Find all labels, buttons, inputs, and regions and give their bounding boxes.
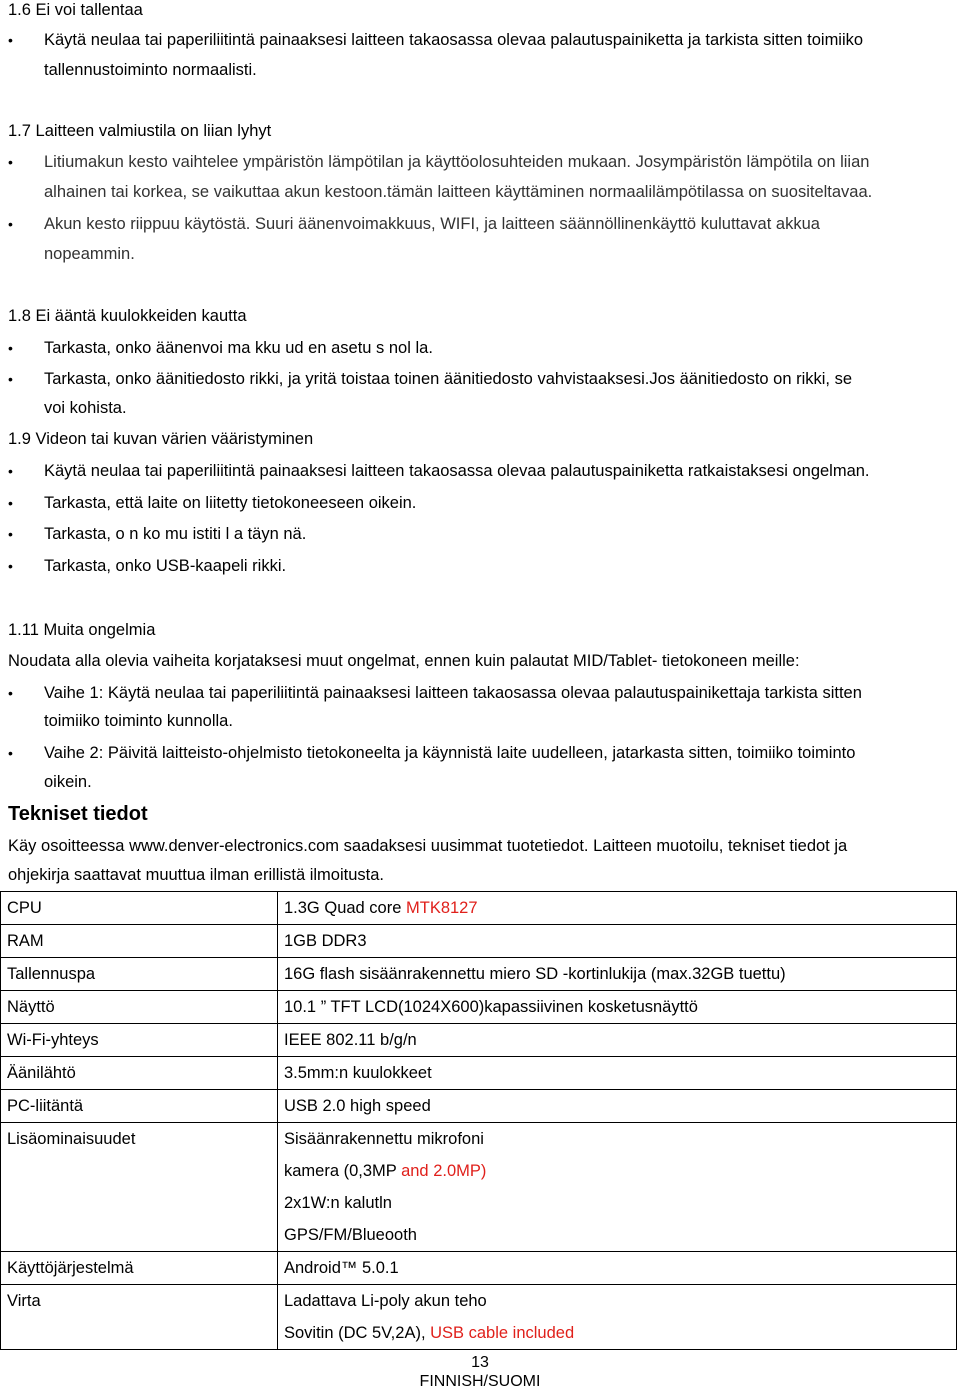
paragraph-line: Käy osoitteessa www.denver-electronics.com saadaksesi uusimmat tuotetiedot. Laitteen muotoilu, tekniset tiedot ja [8, 837, 848, 855]
spec-value-highlight: MTK8127 [406, 899, 478, 917]
spec-table [0, 891, 957, 1350]
spec-value: 10.1 ” TFT LCD(1024X600)kapassiivinen kosketusnäyttö [278, 991, 957, 1024]
spec-value [278, 1123, 957, 1252]
spec-key: RAM [1, 925, 278, 958]
table-row [1, 1024, 957, 1057]
table-row [1, 892, 957, 925]
bullet-icon: • [8, 685, 13, 701]
paragraph-line: nopeammin. [44, 245, 135, 263]
paragraph-line: oikein. [44, 773, 92, 791]
section-heading-1-7: 1.7 Laitteen valmiustila on liian lyhyt [8, 122, 272, 140]
tech-heading: Tekniset tiedot [8, 803, 148, 825]
spec-key: Tallennuspa [1, 958, 278, 991]
paragraph-line: alhainen tai korkea, se vaikuttaa akun kestoon.tämän laitteen käyttäminen normaalilämpötilassa on suositeltavaa. [44, 183, 873, 201]
paragraph-line: Litiumakun kesto vaihtelee ympäristön lämpötilan ja käyttöolosuhteiden mukaan. Josympäristön lämpötila on liian [44, 153, 870, 171]
paragraph-line: voi kohista. [44, 399, 127, 417]
table-row [1, 1123, 957, 1252]
bullet-icon: • [8, 526, 13, 542]
spec-key: PC-liitäntä [1, 1090, 278, 1123]
paragraph-line: Tarkasta, o n ko mu istiti l a täyn nä. [44, 525, 307, 543]
spec-value [278, 892, 957, 925]
bullet-icon: • [8, 340, 13, 356]
spec-value-line: Ladattava Li-poly akun teho [284, 1292, 487, 1310]
paragraph-line: Tarkasta, onko äänenvoi ma kku ud en asetu s nol la. [44, 339, 433, 357]
spec-key: Lisäominaisuudet [1, 1123, 278, 1252]
paragraph-line: Noudata alla olevia vaiheita korjataksesi muut ongelmat, ennen kuin palautat MID/Tablet- tietokoneen meille: [8, 652, 800, 670]
footer-language: FINNISH/SUOMI [419, 1373, 541, 1390]
paragraph-line: Tarkasta, onko äänitiedosto rikki, ja yritä toistaa toinen äänitiedosto vahvistaaksesi.Jos äänitiedosto on rikki, se [44, 370, 853, 388]
bullet-icon: • [8, 745, 13, 761]
paragraph-line: tallennustoiminto normaalisti. [44, 61, 257, 79]
bullet-icon: • [8, 495, 13, 511]
spec-key: Näyttö [1, 991, 278, 1024]
table-row [1, 925, 957, 958]
bullet-icon: • [8, 154, 13, 170]
paragraph-line: Käytä neulaa tai paperiliitintä painaaksesi laitteen takaosassa olevaa palautuspainiketta ratkaistaksesi ongelman. [44, 462, 870, 480]
paragraph-line: Vaihe 1: Käytä neulaa tai paperiliitintä painaaksesi laitteen takaosassa olevaa palautuspainikettaja tarkista sitten [44, 684, 862, 702]
table-row [1, 1090, 957, 1123]
spec-value-line [284, 1155, 950, 1187]
spec-key: Äänilähtö [1, 1057, 278, 1090]
spec-value: 16G flash sisäänrakennettu miero SD -kortinlukija (max.32GB tuettu) [278, 958, 957, 991]
spec-value: Android™ 5.0.1 [278, 1252, 957, 1285]
spec-value-line: Sisäänrakennettu mikrofoni [284, 1130, 484, 1148]
spec-value-highlight: and 2.0MP) [401, 1162, 487, 1180]
page-number: 13 [471, 1354, 489, 1371]
table-row [1, 1057, 957, 1090]
spec-value: IEEE 802.11 b/g/n [278, 1024, 957, 1057]
spec-key: Wi-Fi-yhteys [1, 1024, 278, 1057]
spec-key: CPU [1, 892, 278, 925]
spec-value: 3.5mm:n kuulokkeet [278, 1057, 957, 1090]
table-row [1, 1252, 957, 1285]
spec-value-line [284, 1317, 950, 1349]
bullet-icon: • [8, 32, 13, 48]
section-heading-1-8: 1.8 Ei ääntä kuulokkeiden kautta [8, 307, 247, 325]
paragraph-line: Tarkasta, onko USB-kaapeli rikki. [44, 557, 287, 575]
bullet-icon: • [8, 558, 13, 574]
spec-key: Käyttöjärjestelmä [1, 1252, 278, 1285]
table-row [1, 1285, 957, 1350]
bullet-icon: • [8, 463, 13, 479]
paragraph-line: toimiiko toiminto kunnolla. [44, 712, 233, 730]
spec-value-line: 2x1W:n kalutln [284, 1194, 392, 1212]
spec-value-text: Sovitin (DC 5V,2A), [284, 1324, 431, 1342]
paragraph-line: Tarkasta, että laite on liitetty tietokoneeseen oikein. [44, 494, 417, 512]
bullet-icon: • [8, 371, 13, 387]
bullet-icon: • [8, 216, 13, 232]
spec-value-text: kamera (0,3MP [284, 1162, 402, 1180]
section-heading-1-9: 1.9 Videon tai kuvan värien vääristyminen [8, 430, 314, 448]
section-heading-1-6: 1.6 Ei voi tallentaa [8, 1, 143, 19]
paragraph-line: Vaihe 2: Päivitä laitteisto-ohjelmisto tietokoneelta ja käynnistä laite uudelleen, jatarkasta sitten, toimiiko toiminto [44, 744, 856, 762]
spec-value [278, 1285, 957, 1350]
spec-value-text: 1.3G Quad core [284, 899, 406, 917]
spec-key: Virta [1, 1285, 278, 1350]
spec-value-highlight: USB cable included [430, 1324, 575, 1342]
paragraph-line: Käytä neulaa tai paperiliitintä painaaksesi laitteen takaosassa olevaa palautuspainiketta ja tarkista sitten toimiiko [44, 31, 864, 49]
spec-value: USB 2.0 high speed [278, 1090, 957, 1123]
paragraph-line: ohjekirja saattavat muuttua ilman erillistä ilmoitusta. [8, 866, 384, 884]
spec-value: 1GB DDR3 [278, 925, 957, 958]
table-row [1, 991, 957, 1024]
table-row [1, 958, 957, 991]
section-heading-1-11: 1.11 Muita ongelmia [8, 621, 156, 639]
paragraph-line: Akun kesto riippuu käytöstä. Suuri äänenvoimakkuus, WIFI, ja laitteen säännöllinenkäyttö kuluttavat akkua [44, 215, 820, 233]
spec-value-line: GPS/FM/Blueooth [284, 1226, 417, 1244]
